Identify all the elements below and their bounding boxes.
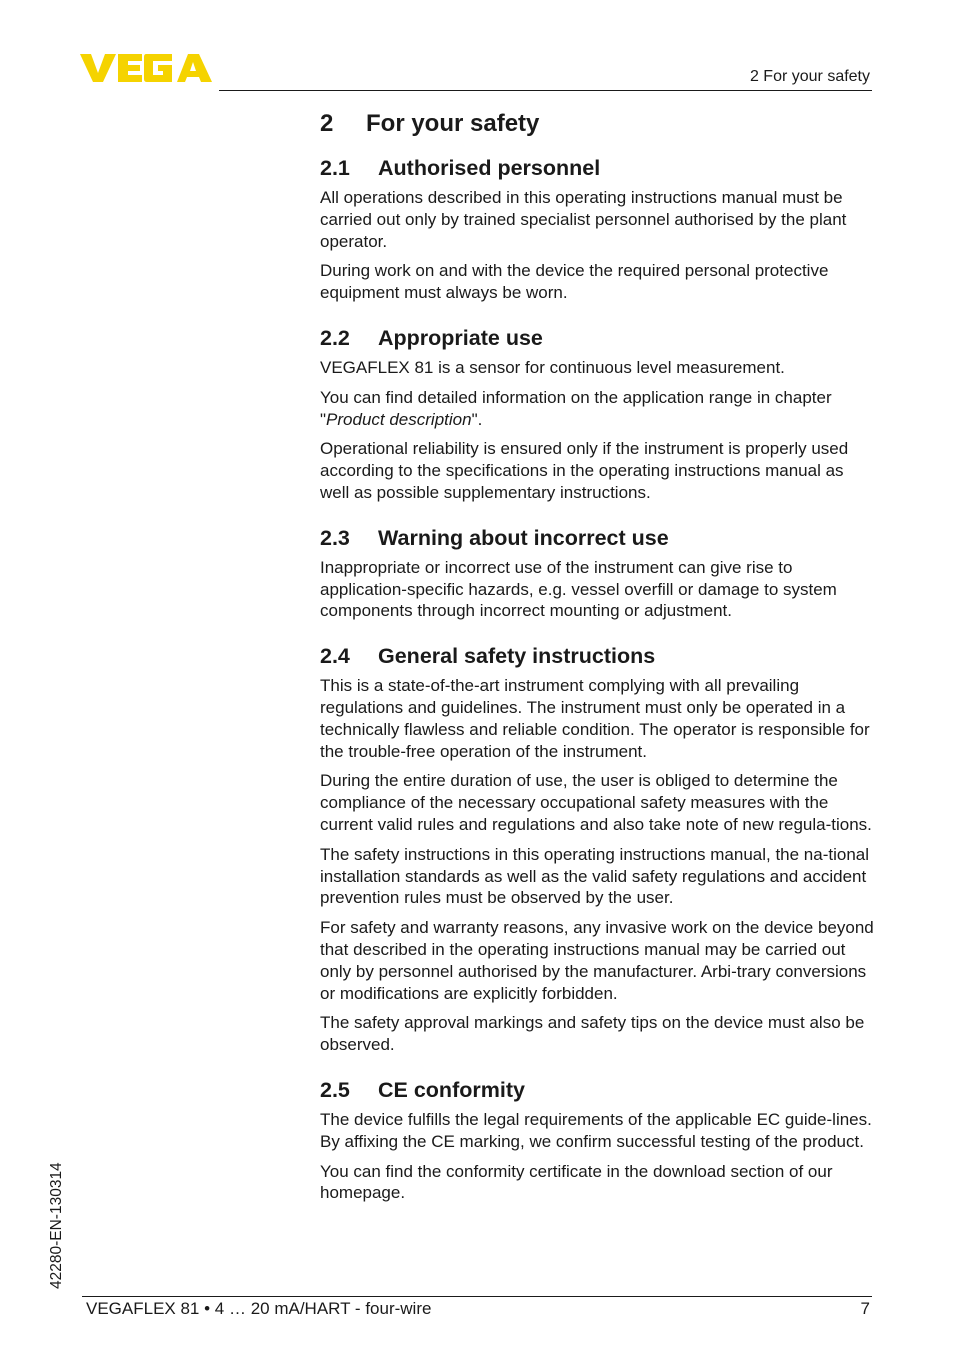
section-number: 2.4: [320, 644, 350, 669]
section-number: 2.5: [320, 1077, 350, 1102]
chapter-title: For your safety: [366, 110, 540, 137]
paragraph: Operational reliability is ensured only if the instrument is properly used according to the specifications in the operating instructions manual as well as possible supplementary instructions.: [320, 439, 849, 502]
footer-product: VEGAFLEX 81 • 4 … 20 mA/HART - four-wire: [86, 1299, 432, 1318]
paragraph: The safety instructions in this operating instructions manual, the na-tional installation standards as well as the valid safety regulations and accident prevention rules must be observed by the user.: [320, 844, 870, 908]
chapter-number: 2: [320, 110, 334, 137]
footer-rule: [82, 1296, 872, 1297]
section-number: 2.1: [320, 156, 350, 180]
paragraph: You can find the conformity certificate in the download section of our homepage.: [320, 1161, 833, 1203]
paragraph: The device fulfills the legal requirements of the applicable EC guide-lines. By affixing the CE marking, we confirm successful testing of the product.: [320, 1109, 872, 1151]
paragraph: During the entire duration of use, the user is obliged to determine the compliance of the necessary occupational safety measures with the current valid rules and regulations and also take note of new regula-tions.: [320, 771, 872, 834]
paragraph: The safety approval markings and safety tips on the device must also be observed.: [320, 1013, 865, 1055]
paragraph-product-description-ref: You can find detailed information on the application range in chapter "Product description".: [320, 387, 832, 429]
section-heading: [320, 156, 876, 181]
section-general-safety-instructions: [320, 644, 876, 1056]
section-title: CE conformity: [378, 1077, 525, 1102]
paragraph: During work on and with the device the required personal protective equipment must always be worn.: [320, 261, 829, 303]
section-number: 2.2: [320, 325, 350, 350]
section-appropriate-use: [320, 326, 876, 504]
running-head: 2 For your safety: [749, 68, 870, 85]
paragraph: For safety and warranty reasons, any invasive work on the device beyond that described in the operating instructions manual may be carried out only by personnel authorised by the manufacturer. Arbi-trary conversions or modifications are explicitly forbidden.: [320, 918, 874, 1003]
section-heading: [320, 326, 876, 351]
document-code: 42280-EN-130314: [48, 1162, 65, 1289]
paragraph: Inappropriate or incorrect use of the instrument can give rise to application-specific hazards, e.g. vessel overfill or damage to system components through incorrect mounting or adjustment.: [320, 557, 837, 621]
section-heading: [320, 1078, 876, 1103]
section-title: Authorised personnel: [378, 156, 601, 180]
section-warning-incorrect-use: [320, 526, 876, 622]
chapter-reference: Product description: [326, 409, 472, 429]
paragraph: VEGAFLEX 81 is a sensor for continuous level measurement.: [320, 357, 785, 377]
section-authorised-personnel: [320, 156, 876, 304]
section-title: Warning about incorrect use: [378, 525, 669, 550]
chapter-heading: [320, 110, 876, 138]
section-heading: [320, 644, 876, 669]
section-title: Appropriate use: [378, 325, 543, 350]
header-rule: [219, 90, 872, 91]
section-heading: [320, 526, 876, 551]
section-number: 2.3: [320, 525, 350, 550]
paragraph: This is a state-of-the-art instrument complying with all prevailing regulations and guidelines. The instrument must only be operated in a technically flawless and reliable condition. The operator is responsible for the trouble-free operation of the instrument.: [320, 676, 870, 761]
section-title: General safety instructions: [378, 644, 656, 669]
main-content: [320, 110, 876, 1226]
section-ce-conformity: [320, 1078, 876, 1204]
vega-logo: [80, 52, 212, 84]
paragraph: All operations described in this operating instructions manual must be carried out only by trained specialist personnel authorised by the plant operator.: [320, 188, 847, 251]
page-number: 7: [860, 1299, 870, 1318]
